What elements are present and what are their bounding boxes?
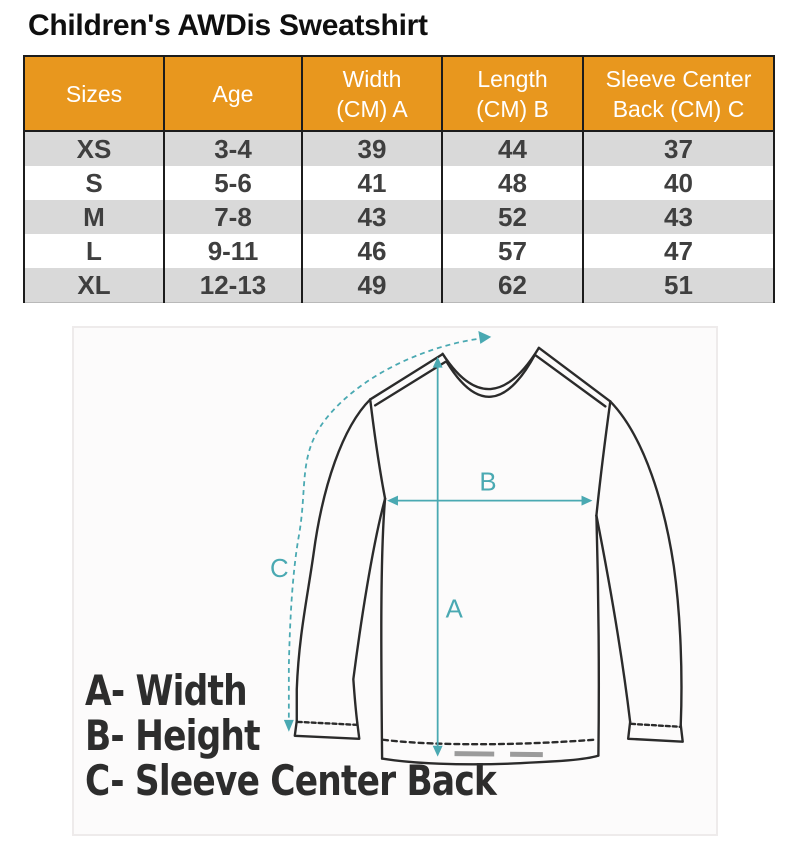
measure-label-b: B [479,468,497,497]
width-cell: 43 [302,200,442,234]
sleeve-cell: 40 [583,166,774,200]
age-cell: 9-11 [164,234,302,268]
right-sleeve-outer [610,401,681,724]
legend-item-width: A- Width [85,666,247,715]
column-header-width [302,56,442,131]
header-line: Length [477,65,548,92]
arrowhead-b-left [387,496,398,506]
width-cell: 49 [302,268,442,303]
header-line: Age [212,80,254,107]
size-cell: L [24,234,164,268]
arrowhead-b-right [582,496,593,506]
column-header-age [164,56,302,131]
header-line: (CM) B [476,95,549,122]
length-cell: 48 [442,166,583,200]
width-cell: 41 [302,166,442,200]
table-row-xl [24,268,774,303]
age-cell: 7-8 [164,200,302,234]
age-cell: 3-4 [164,131,302,166]
collar-outer [443,348,539,389]
right-sleeve-inner [596,516,630,722]
measurement-diagram [72,326,718,836]
table-row-m [24,200,774,234]
width-cell: 46 [302,234,442,268]
length-cell: 44 [442,131,583,166]
size-cell: S [24,166,164,200]
right-shoulder-seam [535,348,610,407]
column-header-length [442,56,583,131]
header-line: Back (CM) C [612,95,745,122]
header-line: Width [342,65,402,92]
size-chart-table [23,55,775,303]
body-right-seam [596,516,598,756]
column-header-sizes [24,56,164,131]
age-cell: 5-6 [164,166,302,200]
page-title: Children's AWDis Sweatshirt [28,9,428,42]
right-cuff-rib-dashed [631,724,681,727]
arrowhead-c-top [478,331,491,344]
table-row-l [24,234,774,268]
right-armhole-seam [596,401,610,515]
width-cell: 39 [302,131,442,166]
left-shoulder-seam [370,355,445,406]
header-line: (CM) A [336,95,408,122]
legend-item-height: B- Height [85,711,260,760]
length-cell: 57 [442,234,583,268]
length-cell: 62 [442,268,583,303]
sleeve-cell: 43 [583,200,774,234]
header-line: Sizes [65,80,123,107]
table-row-s [24,166,774,200]
table-row-xs [24,131,774,166]
age-cell: 12-13 [164,268,302,303]
sleeve-cell: 51 [583,268,774,303]
measure-c-curve [289,338,485,725]
size-cell: XS [24,131,164,166]
size-cell: M [24,200,164,234]
legend-item-sleeve: C- Sleeve Center Back [85,756,497,805]
header-row [24,56,774,131]
measure-label-a: A [445,595,463,624]
size-cell: XL [24,268,164,303]
sleeve-cell: 37 [583,131,774,166]
header-line: Sleeve Center [605,65,752,92]
sleeve-cell: 47 [583,234,774,268]
left-armhole-seam [370,399,385,498]
column-header-sleeve [583,56,774,131]
measure-label-c: C [269,555,289,584]
legend [85,668,496,803]
length-cell: 52 [442,200,583,234]
